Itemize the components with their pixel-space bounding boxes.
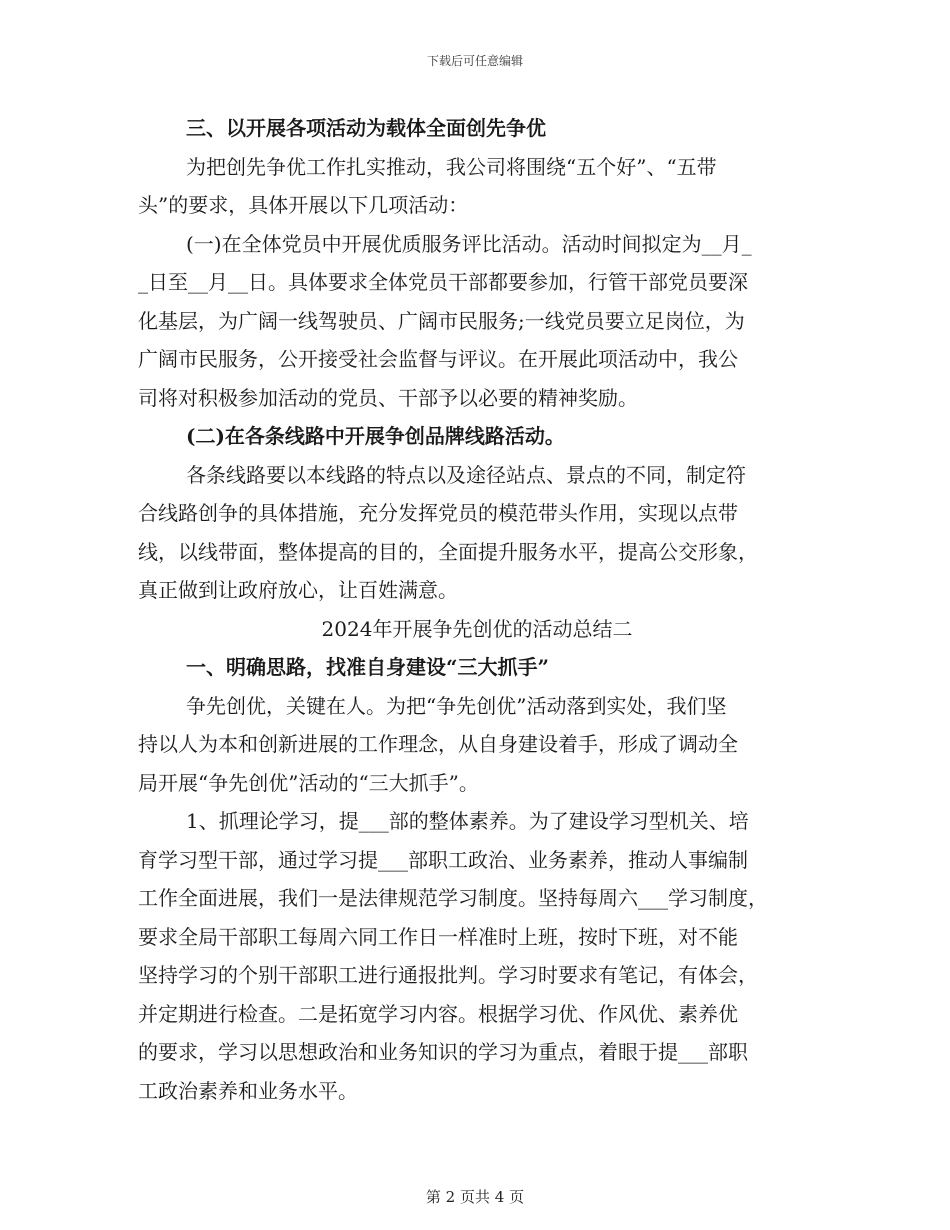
paragraph	[138, 802, 816, 1110]
text-line: 一、明确思路，找准自身建设“三大抓手”	[186, 655, 550, 679]
text-line: 的要求，学习以思想政治和业务知识的学习为重点，着眼于提___部职	[138, 1040, 748, 1064]
section-heading	[138, 648, 816, 687]
text-line: 司将对积极参加活动的党员、干部予以必要的精神奖励。	[138, 385, 638, 410]
text-line: (二)在各条线路中开展争创品牌线路活动。	[186, 424, 565, 448]
paragraph	[138, 456, 816, 610]
document-title	[138, 610, 816, 649]
text-line: 广阔市民服务，公开接受社会监督与评议。在开展此项活动中，我公	[138, 347, 738, 371]
section-heading	[138, 109, 816, 148]
text-line: 持以人为本和创新进展的工作理念，从自身建设着手，形成了调动全	[138, 732, 738, 756]
paragraph	[138, 687, 816, 803]
text-line: 局开展“争先创优”活动的“三大抓手”。	[138, 770, 479, 795]
text-line: 工政治素养和业务水平。	[138, 1078, 358, 1103]
text-line: 并定期进行检查。二是拓宽学习内容。根据学习优、作风优、素养优	[138, 1001, 738, 1026]
text-line: 三、以开展各项活动为载体全面创先争优	[186, 116, 546, 140]
paragraph	[138, 225, 816, 418]
text-line: 工作全面进展，我们一是法律规范学习制度。坚持每周六___学习制度，	[138, 886, 768, 910]
text-line: 线，以线带面，整体提高的目的，全面提升服务水平，提高公交形象，	[138, 539, 758, 564]
text-line: 为把创先争优工作扎实推动，我公司将围绕“五个好”、“五带	[186, 154, 717, 179]
page-header: 下载后可任意编辑	[426, 54, 523, 68]
text-line: 化基层，为广阔一线驾驶员、广阔市民服务;一线党员要立足岗位，为	[138, 308, 745, 333]
text-line: (一)在全体党员中开展优质服务评比活动。活动时间拟定为__月_	[186, 231, 752, 256]
text-line: 合线路创争的具体措施，充分发挥党员的模范带头作用，实现以点带	[138, 501, 738, 525]
text-line: 各条线路要以本线路的特点以及途径站点、景点的不同，制定符	[186, 462, 746, 487]
text-line: 2024年开展争先创优的活动总结二	[321, 616, 633, 641]
document-body	[138, 109, 816, 1110]
text-line: 争先创优，关键在人。为把“争先创优”活动落到实处，我们坚	[186, 693, 727, 718]
paragraph	[138, 148, 816, 225]
text-line: _日至__月__日。具体要求全体党员干部都要参加，行管干部党员要深	[138, 270, 748, 294]
text-line: 1、抓理论学习，提___部的整体素养。为了建设学习型机关、培	[186, 809, 749, 833]
page-footer: 第 2 页共 4 页	[425, 1188, 525, 1206]
text-line: 育学习型干部，通过学习提___部职工政治、业务素养，推动人事编制	[138, 847, 748, 872]
text-line: 真正做到让政府放心，让百姓满意。	[138, 578, 458, 602]
text-line: 头”的要求，具体开展以下几项活动：	[138, 193, 469, 217]
section-heading	[138, 417, 816, 456]
text-line: 坚持学习的个别干部职工进行通报批判。学习时要求有笔记，有体会，	[138, 963, 758, 987]
text-line: 要求全局干部职工每周六同工作日一样准时上班，按时下班，对不能	[138, 924, 738, 949]
